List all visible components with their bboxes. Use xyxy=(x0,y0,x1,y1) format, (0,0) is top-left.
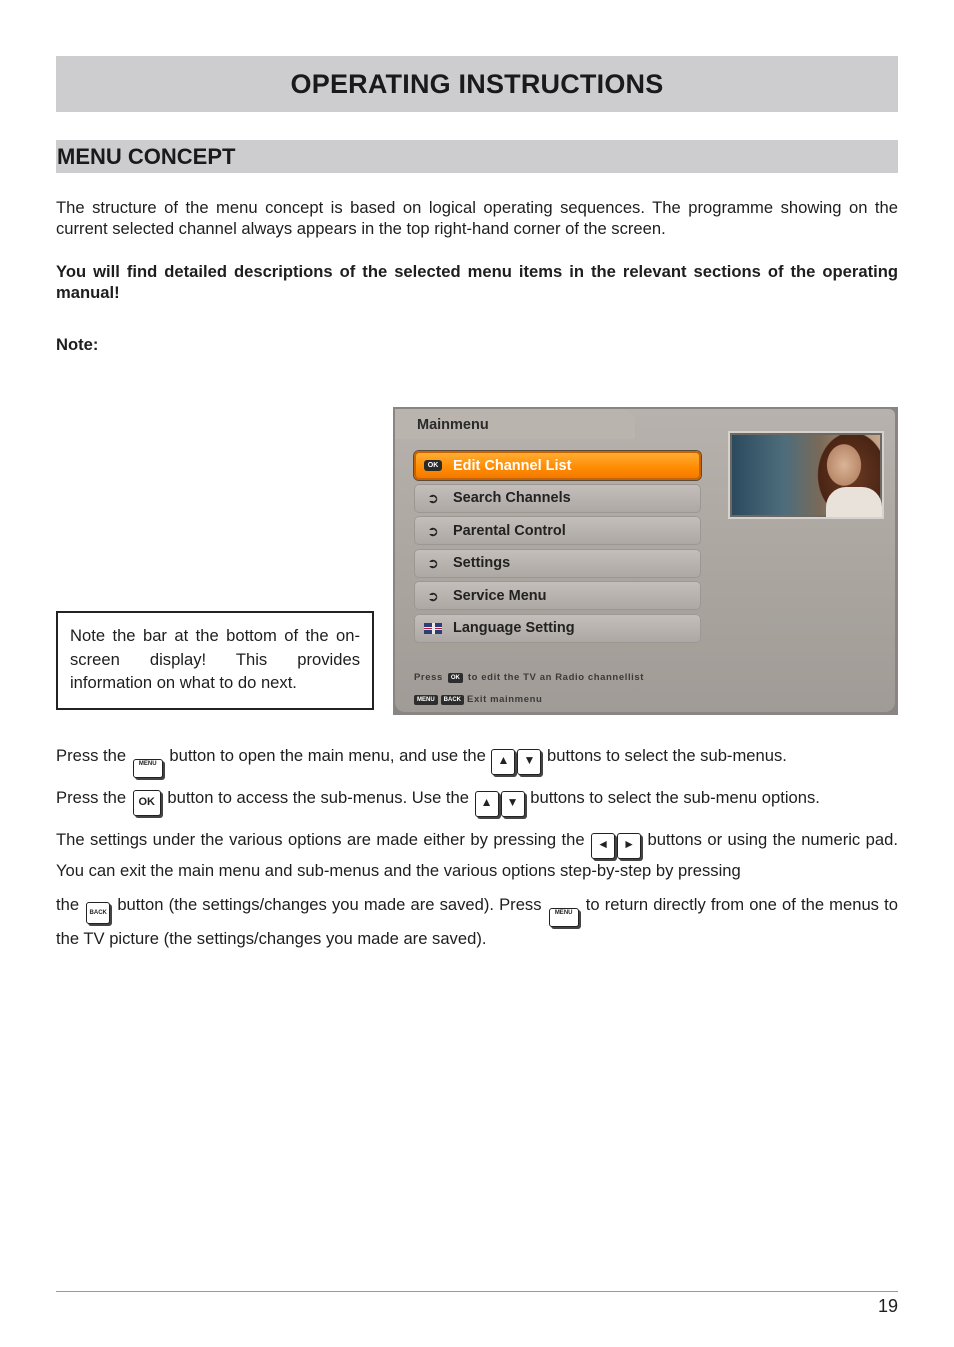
osd-item-language-setting[interactable] xyxy=(414,614,701,643)
down-arrow-key-icon: ▼ xyxy=(517,749,541,775)
osd-title: Mainmenu xyxy=(417,417,489,433)
preview-figure xyxy=(826,487,882,517)
instruction-settings: The settings under the various options are made either by pressing the ◄ ► buttons or using the numeric pad. You can exit the main menu and sub-menus and the various options step-by-step by pressing xyxy=(56,830,898,880)
osd-panel xyxy=(395,409,895,712)
osd-item-label: Parental Control xyxy=(453,522,566,539)
back-key-icon: BACK xyxy=(441,695,464,705)
menu-key-icon: MENU xyxy=(133,759,163,778)
page-number: 19 xyxy=(877,1296,898,1316)
notice-paragraph: You will find detailed descriptions of the selected menu items in the relevant sections of the operating manual! xyxy=(56,262,898,302)
osd-item-label: Search Channels xyxy=(453,490,571,506)
instruction-menu: Press the MENU button to open the main menu, and use the ▲ ▼ buttons to select the sub-menus. xyxy=(56,743,898,778)
osd-hint-exit xyxy=(414,694,542,705)
note-label: Note: xyxy=(56,335,99,354)
tv-preview-image xyxy=(728,431,884,519)
down-arrow-key-icon: ▼ xyxy=(501,791,525,817)
osd-item-settings[interactable] xyxy=(414,549,701,578)
osd-item-parental-control[interactable] xyxy=(414,516,701,545)
osd-item-service-menu[interactable] xyxy=(414,581,701,610)
osd-item-label: Settings xyxy=(453,555,511,571)
up-arrow-key-icon: ▲ xyxy=(475,791,499,817)
menu-key-icon: MENU xyxy=(549,908,579,927)
osd-item-label: Service Menu xyxy=(453,587,547,604)
menu-key-icon: MENU xyxy=(414,695,438,705)
section-title: MENU CONCEPT xyxy=(56,140,898,173)
ok-key-icon: OK xyxy=(133,790,161,816)
back-key-icon: BACK xyxy=(86,902,110,924)
osd-item-edit-channel-list[interactable] xyxy=(414,451,701,480)
arrow-icon: ➲ xyxy=(427,490,439,506)
osd-item-label: Language Setting xyxy=(453,620,575,636)
left-arrow-key-icon: ◄ xyxy=(591,833,615,859)
uk-flag-icon xyxy=(424,622,442,634)
arrow-icon: ➲ xyxy=(427,555,439,571)
osd-item-search-channels[interactable] xyxy=(414,484,701,513)
up-arrow-key-icon: ▲ xyxy=(491,749,515,775)
arrow-icon: ➲ xyxy=(427,587,439,604)
osd-screenshot xyxy=(393,407,898,715)
hint-text: Press xyxy=(414,672,443,683)
instruction-back: the BACK button (the settings/changes you made are saved). Press MENU to return directly from one of the menus to the TV picture (the settings/changes you made are saved). xyxy=(56,895,898,948)
right-arrow-key-icon: ► xyxy=(617,833,641,859)
instruction-ok: Press the OK button to access the sub-menus. Use the ▲ ▼ buttons to select the sub-menu options. xyxy=(56,785,898,817)
osd-item-label: Edit Channel List xyxy=(453,457,572,474)
intro-paragraph: The structure of the menu concept is based on logical operating sequences. The programme showing on the current selected channel always appears in the top right-hand corner of the screen. xyxy=(56,198,898,238)
footer-divider xyxy=(56,1291,898,1292)
osd-hint-edit xyxy=(414,672,644,683)
hint-text: Exit mainmenu xyxy=(467,694,543,705)
note-box: Note the bar at the bottom of the on-screen display! This provides information on what to do next. xyxy=(56,611,374,710)
hint-text: to edit the TV an Radio channellist xyxy=(467,672,645,683)
page-title: OPERATING INSTRUCTIONS xyxy=(56,56,898,112)
ok-key-icon: OK xyxy=(448,673,463,683)
arrow-icon: ➲ xyxy=(427,522,439,539)
ok-icon: OK xyxy=(424,460,442,472)
